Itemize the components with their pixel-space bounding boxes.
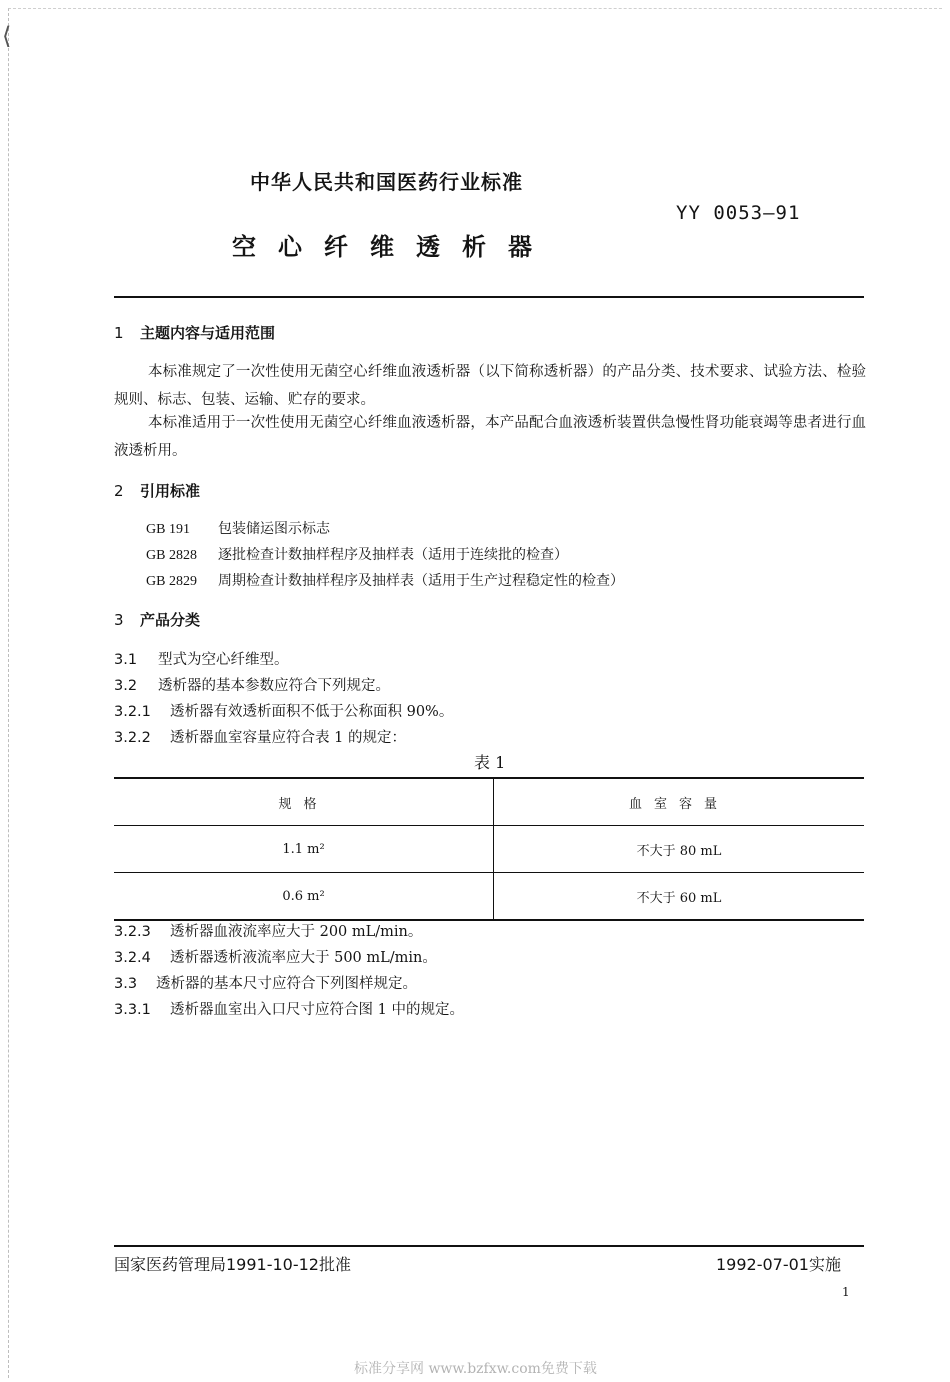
footer-rule — [114, 1245, 864, 1247]
section-title: 产品分类 — [140, 611, 201, 629]
table-row — [114, 873, 864, 921]
clause-number: 3.1 — [114, 652, 138, 668]
clause-number: 3.3.1 — [114, 1002, 151, 1018]
blood-volume-table — [114, 777, 864, 921]
watermark: 标准分享网 www.bzfxw.com免费下载 — [354, 1361, 597, 1377]
page-number: 1 — [842, 1285, 850, 1299]
clause — [114, 998, 464, 1019]
reference-item — [146, 570, 624, 590]
implementation-date: 1992-07-01实施 — [716, 1255, 841, 1274]
table-caption: 表 1 — [474, 753, 506, 772]
clause — [114, 700, 453, 721]
section-number: 3 — [114, 611, 124, 629]
margin-mark: ⟨ — [2, 22, 12, 50]
reference-code: GB 191 — [146, 522, 190, 537]
approval-line: 国家医药管理局1991-10-12批准 — [114, 1255, 351, 1274]
column-header-volume: 血室容量 — [628, 796, 729, 812]
section-heading-2 — [114, 480, 200, 501]
reference-code: GB 2829 — [146, 574, 197, 589]
clause-text: 透析器血液流率应大于 200 mL/min。 — [170, 924, 423, 940]
clause — [114, 920, 422, 941]
reference-code: GB 2828 — [146, 548, 197, 563]
clause-number: 3.2.1 — [114, 704, 151, 720]
table-cell: 0.6 m² — [114, 873, 494, 921]
clause-text: 透析器透析液流率应大于 500 mL/min。 — [170, 950, 437, 966]
section-number: 1 — [114, 324, 124, 342]
clause-text: 透析器的基本尺寸应符合下列图样规定。 — [156, 976, 417, 992]
table-cell: 不大于 80 mL — [636, 843, 722, 859]
clause-number: 3.2.4 — [114, 950, 151, 966]
clause-number: 3.3 — [114, 976, 138, 992]
clause-text: 透析器血室出入口尺寸应符合图 1 中的规定。 — [170, 1002, 464, 1018]
reference-item — [146, 544, 568, 564]
column-header-spec: 规格 — [114, 778, 494, 826]
table-row — [114, 826, 864, 873]
clause — [114, 726, 406, 747]
table-cell: 不大于 60 mL — [636, 890, 722, 906]
clause — [114, 972, 417, 993]
clause-text: 型式为空心纤维型。 — [158, 652, 289, 668]
paragraph: 本标准规定了一次性使用无菌空心纤维血液透析器（以下简称透析器）的产品分类、技术要求、试验方法、检验规则、标志、包装、运输、贮存的要求。 — [114, 364, 866, 408]
section-title: 引用标准 — [140, 482, 201, 500]
header-rule — [114, 296, 864, 298]
clause-text: 透析器的基本参数应符合下列规定。 — [158, 678, 390, 694]
standard-body: 中华人民共和国医药行业标准 — [250, 170, 523, 194]
clause — [114, 648, 289, 669]
clause-text: 透析器有效透析面积不低于公称面积 90%。 — [170, 704, 454, 720]
table-header-row — [114, 778, 864, 826]
reference-item — [146, 518, 330, 538]
reference-title: 周期检查计数抽样程序及抽样表（适用于生产过程稳定性的检查） — [218, 573, 624, 589]
clause — [114, 674, 390, 695]
section-number: 2 — [114, 482, 124, 500]
table-cell: 1.1 m² — [114, 826, 494, 873]
clause-number: 3.2 — [114, 678, 138, 694]
reference-title: 逐批检查计数抽样程序及抽样表（适用于连续批的检查） — [218, 547, 568, 563]
clause-number: 3.2.2 — [114, 730, 151, 746]
reference-title: 包装储运图示标志 — [218, 521, 330, 537]
clause-text: 透析器血室容量应符合表 1 的规定： — [170, 730, 406, 746]
standard-number: YY 0053—91 — [676, 202, 801, 224]
clause-number: 3.2.3 — [114, 924, 151, 940]
section-heading-3 — [114, 609, 200, 630]
paragraph: 本标准适用于一次性使用无菌空心纤维血液透析器，本产品配合血液透析装置供急慢性肾功能衰竭等患者进行血液透析用。 — [114, 415, 866, 459]
document-title: 空心纤维透析器 — [232, 233, 554, 261]
section-title: 主题内容与适用范围 — [140, 324, 276, 342]
section-heading-1 — [114, 322, 275, 343]
clause — [114, 946, 437, 967]
